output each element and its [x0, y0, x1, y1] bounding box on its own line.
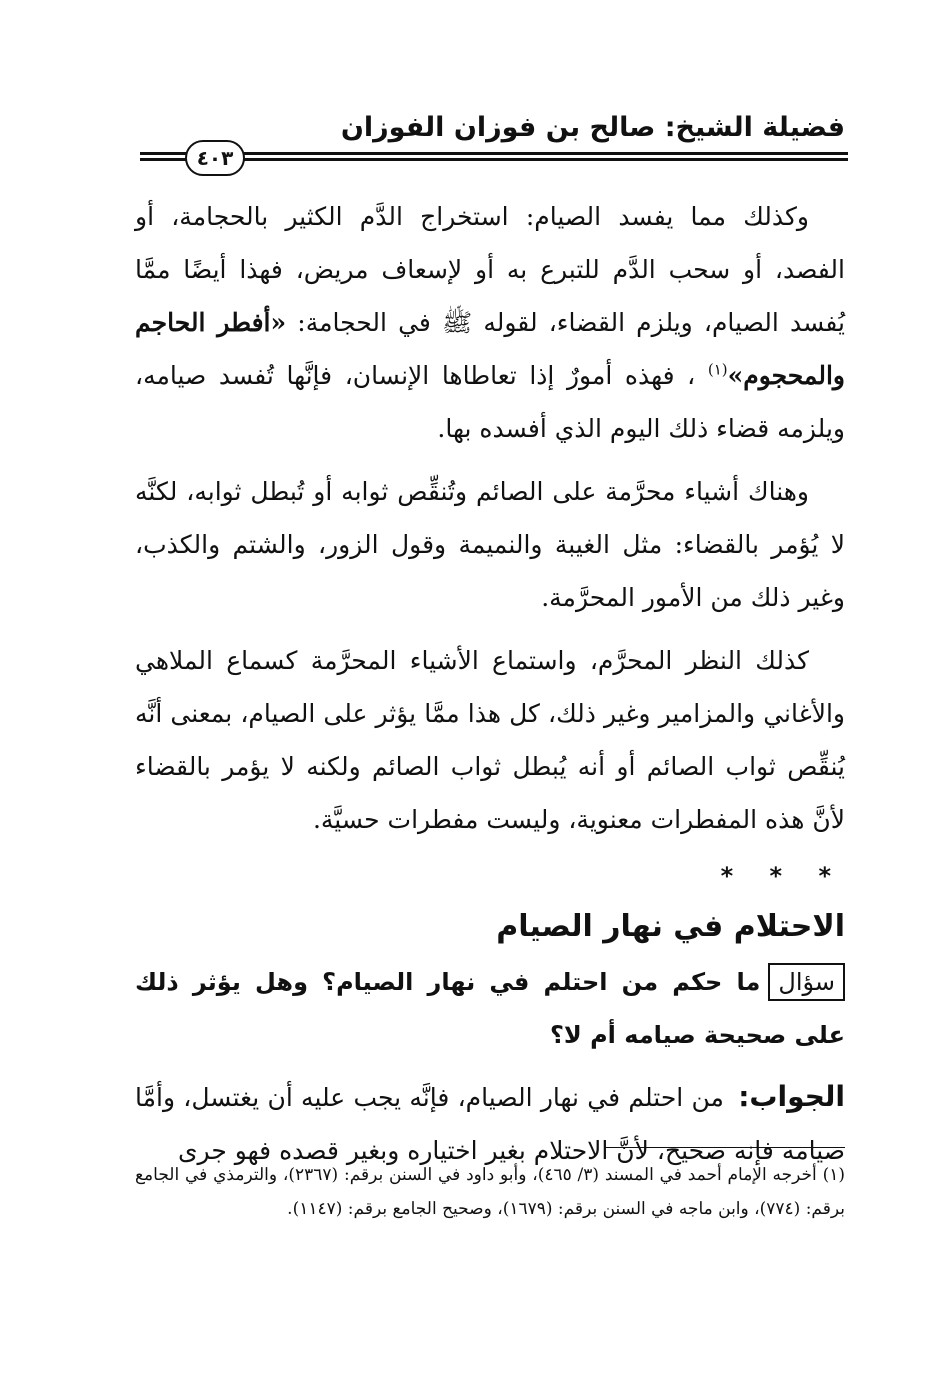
section-separator: * * *: [720, 862, 845, 890]
footnote-reference: (١): [707, 360, 728, 379]
section-title: الاحتلام في نهار الصيام: [496, 909, 845, 944]
main-text: [135, 190, 845, 1177]
paragraph-1-text-a: وكذلك مما يفسد الصيام: استخراج الدَّم الكثير بالحجامة، أو الفصد، أو سحب الدَّم للتبرع به أو لإسعاف مريض، فهذا أيضًا ممَّا يُفسد الصيام، ويلزم القضاء، لقوله ﷺ في الحجامة:: [135, 202, 846, 337]
running-header-title: فضيلة الشيخ: صالح بن فوزان الفوزان: [340, 112, 845, 143]
hadith-quote: «أفطر الحاجم والمحجوم»: [135, 308, 845, 390]
footnote: (١) أخرجه الإمام أحمد في المسند (٣/ ٤٦٥)، وأبو داود في السنن برقم: (٢٣٦٧)، والترمذي في الجامع برقم: (٧٧٤)، وابن ماجه في السنن برقم: (١٦٧٩)، وصحيح الجامع برقم: (١١٤٧).: [135, 1165, 845, 1219]
answer-label: الجواب:: [738, 1080, 845, 1113]
paragraph-1: [135, 190, 845, 455]
paragraph-1-text-b: ، فهذه أمورٌ إذا تعاطاها الإنسان، فإنَّها تُفسد صيامه، ويلزمه قضاء ذلك اليوم الذي أفسده بها.: [135, 361, 845, 443]
page-number-badge: ٤٠٣: [185, 140, 245, 176]
question-text: ما حكم من احتلم في نهار الصيام؟ وهل يؤثر ذلك على صحيحة صيامه أم لا؟: [135, 968, 845, 1049]
question-block: [135, 956, 845, 1062]
header-rule: [140, 152, 848, 164]
answer-text: من احتلم في نهار الصيام، فإنَّه يجب عليه أن يغتسل، وأمَّا صيامه فإنه صحيح، لأنَّ الاحتلام بغير اختياره وبغير قصده فهو جرى: [135, 1083, 845, 1165]
footnote-rule: [605, 1147, 845, 1148]
paragraph-2: وهناك أشياء محرَّمة على الصائم وتُنقِّص ثوابه أو تُبطل ثوابه، لكنَّه لا يُؤمر بالقضاء: مثل الغيبة والنميمة وقول الزور، والشتم والكذب، وغير ذلك من الأمور المحرَّمة.: [135, 477, 845, 612]
question-label: سؤال: [768, 963, 845, 1001]
paragraph-3: كذلك النظر المحرَّم، واستماع الأشياء المحرَّمة كسماع الملاهي والأغاني والمزامير وغير ذلك، كل هذا ممَّا يؤثر على الصيام، بمعنى أنَّه يُنقِّص ثواب الصائم أو أنه يُبطل ثواب الصائم ولكنه لا يؤمر بالقضاء لأنَّ هذه المفطرات معنوية، وليست مفطرات حسيَّة.: [135, 646, 845, 834]
